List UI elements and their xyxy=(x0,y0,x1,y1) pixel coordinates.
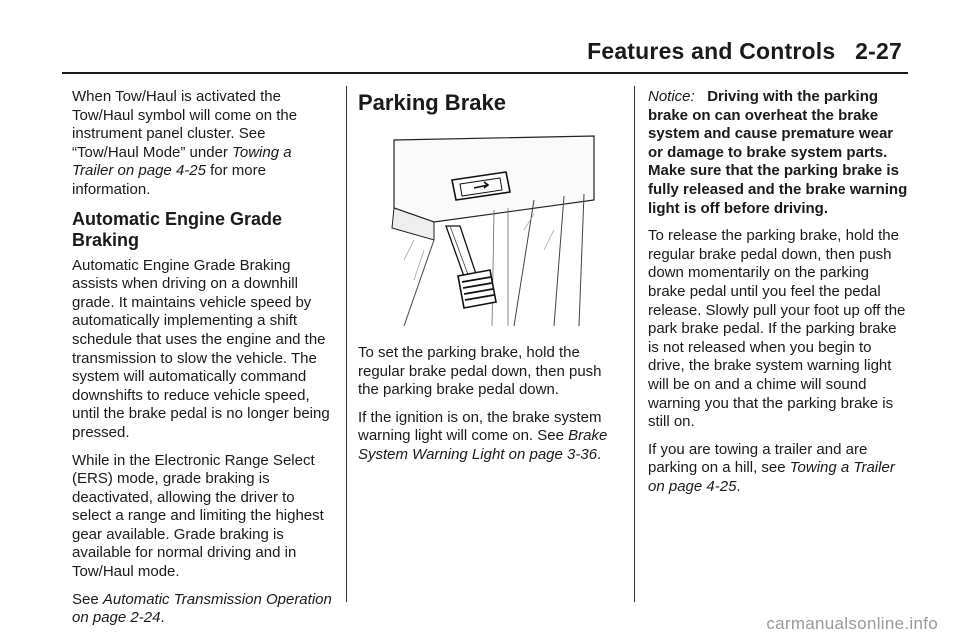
parking-brake-heading: Parking Brake xyxy=(358,90,506,115)
watermark: carmanualsonline.info xyxy=(766,614,938,633)
text: . xyxy=(736,477,741,495)
text: See xyxy=(72,590,103,608)
parking-brake-illustration xyxy=(374,130,600,326)
warning-light-paragraph xyxy=(358,409,626,465)
text: If you are towing a trailer and are parking on a hill, see xyxy=(648,440,868,477)
column-2 xyxy=(358,88,626,474)
column-1 xyxy=(72,88,334,637)
column-3 xyxy=(648,88,910,505)
grade-braking-paragraph: Automatic Engine Grade Braking assists when driving on a downhill grade. It maintains vehicle speed by automatically implementing a shift schedule that uses the engine and the transmission to slow the vehicle. The system will automatically command downshifts to reduce vehicle speed, until the brake pedal is no longer being pressed. xyxy=(72,256,330,441)
notice-text: Driving with the parking brake on can overheat the brake system and cause premature wear or damage to brake system parts. Make sure that the parking brake is fully released and the brake warning light is off before driving. xyxy=(648,88,908,217)
text: . xyxy=(160,609,165,627)
text: for more information. xyxy=(72,162,266,198)
section-title-text: Features and Controls xyxy=(587,38,836,64)
header-rule xyxy=(62,72,908,74)
release-brake-paragraph: To release the parking brake, hold the regular brake pedal down, then push down momentarily on the parking brake pedal until you feel the pedal release. Slowly pull your foot up off the park brake pedal. If the parking brake is not released when you begin to drive, the brake system warning light will be on and a chime will sound warning you that the parking brake is still on. xyxy=(648,227,906,431)
towing-trailer-link-2[interactable]: Towing a Trailer on page 4-25 xyxy=(648,459,895,495)
section-title xyxy=(587,38,902,65)
brake-warning-light-link[interactable]: Brake System Warning Light on page 3-36 xyxy=(358,427,608,463)
notice-paragraph xyxy=(648,88,910,218)
transmission-operation-link[interactable]: Automatic Transmission Operation on page 2-24 xyxy=(72,590,332,627)
text: If the ignition is on, the brake system warning light will come on. See xyxy=(358,408,602,445)
page-number: 2-27 xyxy=(855,38,902,64)
see-transmission-paragraph xyxy=(72,591,334,628)
grade-braking-heading: Automatic Engine Grade Braking xyxy=(72,208,283,250)
ers-paragraph: While in the Electronic Range Select (ERS) mode, grade braking is deactivated, allowing the driver to select a range and limiting the highest gear available. Grade braking is available for normal driving and in Tow/Haul mode. xyxy=(72,451,324,581)
towing-trailer-link[interactable]: Towing a Trailer on page 4-25 xyxy=(72,143,292,180)
towing-hill-paragraph xyxy=(648,441,910,497)
notice-label: Notice: xyxy=(648,88,695,105)
text: . xyxy=(597,445,602,463)
page-header xyxy=(0,0,960,70)
column-divider-2 xyxy=(634,86,635,602)
parking-brake-pedal-drawing xyxy=(374,130,600,326)
text: When Tow/Haul is activated the Tow/Haul symbol will come on the instrument panel cluster. See “Tow/Haul Mode” under xyxy=(72,88,298,161)
set-brake-paragraph: To set the parking brake, hold the regular brake pedal down, then push the parking brake pedal down. xyxy=(358,344,602,399)
tow-haul-paragraph xyxy=(72,88,334,200)
column-divider-1 xyxy=(346,86,347,602)
